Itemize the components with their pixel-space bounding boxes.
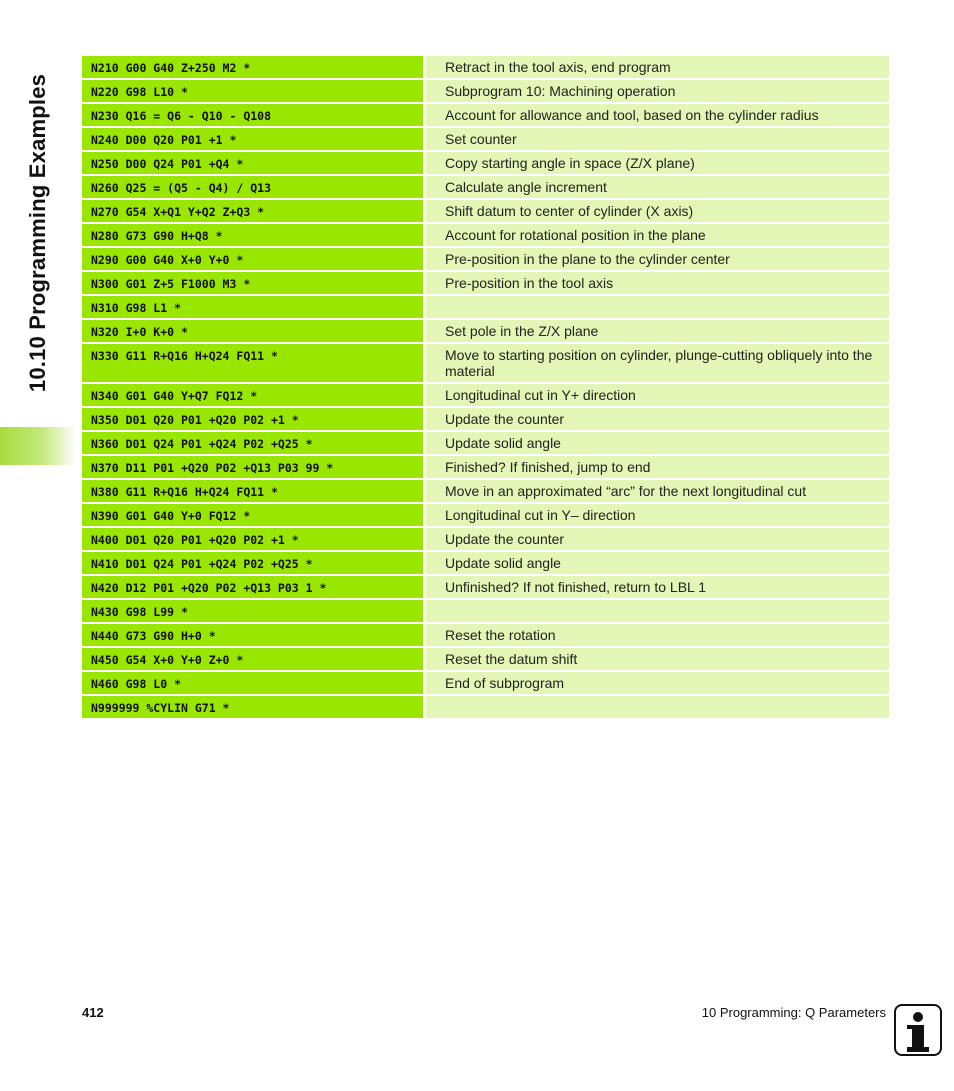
- nc-code-cell: N280 G73 G90 H+Q8 *: [82, 224, 423, 246]
- program-row: [82, 176, 889, 198]
- program-row: [82, 696, 889, 718]
- nc-code-cell: N330 G11 R+Q16 H+Q24 FQ11 *: [82, 344, 423, 382]
- program-row: [82, 600, 889, 622]
- program-listing-table: [82, 54, 889, 720]
- chapter-tab-marker: [0, 427, 76, 465]
- nc-code-cell: N999999 %CYLIN G71 *: [82, 696, 423, 718]
- section-title: 10.10 Programming Examples: [25, 73, 51, 392]
- description-cell: Pre-position in the plane to the cylinder center: [426, 248, 889, 270]
- description-cell: Subprogram 10: Machining operation: [426, 80, 889, 102]
- program-listing-body: [82, 56, 889, 718]
- nc-code-cell: N260 Q25 = (Q5 - Q4) / Q13: [82, 176, 423, 198]
- description-cell: [426, 696, 889, 718]
- nc-code-cell: N450 G54 X+0 Y+0 Z+0 *: [82, 648, 423, 670]
- description-cell: Move to starting position on cylinder, plunge-cutting obliquely into the material: [426, 344, 889, 382]
- nc-code-cell: N320 I+0 K+0 *: [82, 320, 423, 342]
- description-cell: Update the counter: [426, 408, 889, 430]
- nc-code-cell: N220 G98 L10 *: [82, 80, 423, 102]
- program-row: [82, 224, 889, 246]
- description-cell: Reset the datum shift: [426, 648, 889, 670]
- description-cell: Finished? If finished, jump to end: [426, 456, 889, 478]
- description-cell: Set pole in the Z/X plane: [426, 320, 889, 342]
- description-cell: Retract in the tool axis, end program: [426, 56, 889, 78]
- nc-code-cell: N420 D12 P01 +Q20 P02 +Q13 P03 1 *: [82, 576, 423, 598]
- program-row: [82, 624, 889, 646]
- description-cell: Shift datum to center of cylinder (X axis): [426, 200, 889, 222]
- nc-code-cell: N430 G98 L99 *: [82, 600, 423, 622]
- nc-code-cell: N210 G00 G40 Z+250 M2 *: [82, 56, 423, 78]
- description-cell: Account for rotational position in the plane: [426, 224, 889, 246]
- nc-code-cell: N340 G01 G40 Y+Q7 FQ12 *: [82, 384, 423, 406]
- description-cell: Update the counter: [426, 528, 889, 550]
- description-cell: Set counter: [426, 128, 889, 150]
- info-icon: [894, 1004, 942, 1056]
- program-row: [82, 552, 889, 574]
- description-cell: Calculate angle increment: [426, 176, 889, 198]
- description-cell: Pre-position in the tool axis: [426, 272, 889, 294]
- program-row: [82, 80, 889, 102]
- description-cell: Longitudinal cut in Y+ direction: [426, 384, 889, 406]
- nc-code-cell: N380 G11 R+Q16 H+Q24 FQ11 *: [82, 480, 423, 502]
- description-cell: Unfinished? If not finished, return to LBL 1: [426, 576, 889, 598]
- nc-code-cell: N440 G73 G90 H+0 *: [82, 624, 423, 646]
- program-row: [82, 576, 889, 598]
- chapter-title: 10 Programming: Q Parameters: [701, 1005, 886, 1020]
- description-cell: [426, 600, 889, 622]
- program-row: [82, 408, 889, 430]
- nc-code-cell: N410 D01 Q24 P01 +Q24 P02 +Q25 *: [82, 552, 423, 574]
- nc-code-cell: N400 D01 Q20 P01 +Q20 P02 +1 *: [82, 528, 423, 550]
- description-cell: Update solid angle: [426, 432, 889, 454]
- description-cell: [426, 296, 889, 318]
- program-row: [82, 296, 889, 318]
- description-cell: Longitudinal cut in Y– direction: [426, 504, 889, 526]
- program-row: [82, 384, 889, 406]
- program-row: [82, 432, 889, 454]
- description-cell: Reset the rotation: [426, 624, 889, 646]
- nc-code-cell: N270 G54 X+Q1 Y+Q2 Z+Q3 *: [82, 200, 423, 222]
- program-row: [82, 480, 889, 502]
- program-row: [82, 128, 889, 150]
- description-cell: Update solid angle: [426, 552, 889, 574]
- nc-code-cell: N460 G98 L0 *: [82, 672, 423, 694]
- program-row: [82, 344, 889, 382]
- program-row: [82, 248, 889, 270]
- nc-code-cell: N300 G01 Z+5 F1000 M3 *: [82, 272, 423, 294]
- program-row: [82, 104, 889, 126]
- program-row: [82, 528, 889, 550]
- nc-code-cell: N350 D01 Q20 P01 +Q20 P02 +1 *: [82, 408, 423, 430]
- program-row: [82, 504, 889, 526]
- description-cell: Copy starting angle in space (Z/X plane): [426, 152, 889, 174]
- nc-code-cell: N240 D00 Q20 P01 +1 *: [82, 128, 423, 150]
- program-row: [82, 672, 889, 694]
- program-row: [82, 200, 889, 222]
- nc-code-cell: N360 D01 Q24 P01 +Q24 P02 +Q25 *: [82, 432, 423, 454]
- program-row: [82, 320, 889, 342]
- nc-code-cell: N230 Q16 = Q6 - Q10 - Q108: [82, 104, 423, 126]
- nc-code-cell: N390 G01 G40 Y+0 FQ12 *: [82, 504, 423, 526]
- nc-code-cell: N250 D00 Q24 P01 +Q4 *: [82, 152, 423, 174]
- description-cell: Move in an approximated “arc” for the next longitudinal cut: [426, 480, 889, 502]
- description-cell: End of subprogram: [426, 672, 889, 694]
- nc-code-cell: N370 D11 P01 +Q20 P02 +Q13 P03 99 *: [82, 456, 423, 478]
- nc-code-cell: N290 G00 G40 X+0 Y+0 *: [82, 248, 423, 270]
- program-row: [82, 648, 889, 670]
- program-row: [82, 272, 889, 294]
- description-cell: Account for allowance and tool, based on the cylinder radius: [426, 104, 889, 126]
- info-icon-base: [907, 1047, 929, 1052]
- page-number: 412: [82, 1005, 104, 1020]
- nc-code-cell: N310 G98 L1 *: [82, 296, 423, 318]
- program-row: [82, 56, 889, 78]
- program-row: [82, 456, 889, 478]
- section-title-vertical: [0, 50, 76, 415]
- info-icon-dot: [913, 1012, 923, 1022]
- program-row: [82, 152, 889, 174]
